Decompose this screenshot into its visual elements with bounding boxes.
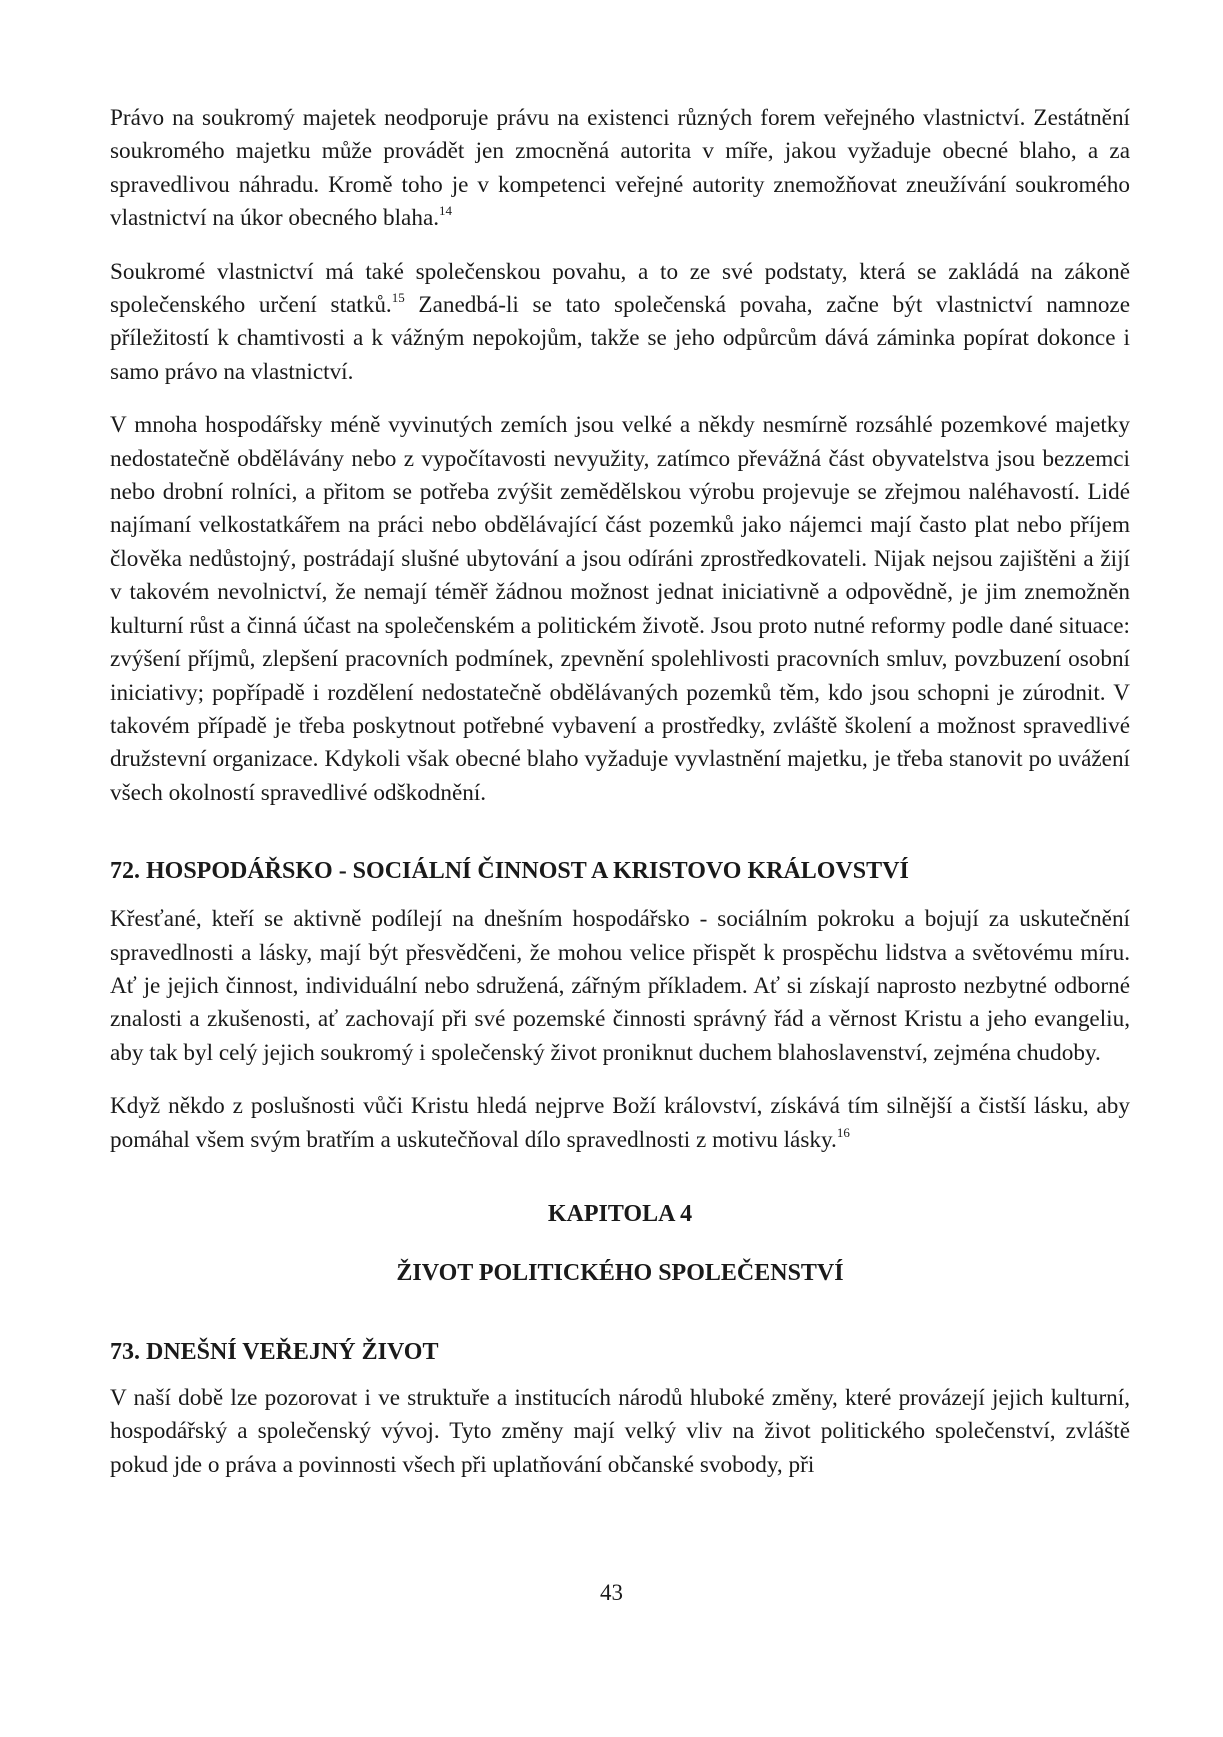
paragraph-private-property: Právo na soukromý majetek neodporuje právu na existenci různých forem veřejného vlastnictví. Zestátnění soukromého majetku může provádět jen zmocněná autorita v míře, jakou vyžaduje obecné blaho, a za spravedlivou náhradu. Kromě toho je v kompetenci veřejné autority znemožňovat zneužívání soukromého vlastnictví na úkor obecného blaha.$^{14}$	[110, 105, 1130, 232]
section-heading-72: 72. HOSPODÁŘSKO - SOCIÁLNÍ ČINNOST A KRISTOVO KRÁLOVSTVÍ	[110, 858, 909, 885]
paragraph-christians-activity: Křesťané, kteří se aktivně podílejí na dnešním hospodářsko - sociálním pokroku a bojují za uskutečnění spravedlnosti a lásky, mají být přesvědčeni, že mohou velice přispět k prospěchu lidstva a světovému míru. Ať je jejich činnost, individuální nebo sdružená, zářným příkladem. Ať si získají naprosto nezbytné odborné znalosti a zkušenosti, ať zachovají při své pozemské činnosti správný řád a věrnost Kristu a jeho evangeliu, aby tak byl celý jejich soukromý i společenský život proniknut duchem blahoslavenství, zejména chudoby.	[110, 906, 1130, 1066]
chapter-label: KAPITOLA 4	[547, 1200, 693, 1227]
section-heading-73: 73. DNEŠNÍ VEŘEJNÝ ŽIVOT	[110, 1338, 439, 1365]
paragraph-public-life: V naší době lze pozorovat i ve struktuře a institucích národů hluboké změny, které provázejí jejich kulturní, hospodářský a společenský vývoj. Tyto změny mají velký vliv na život politického společenství, zvláště pokud jde o práva a povinnosti všech při uplatňování občanské svobody, při	[110, 1384, 1130, 1478]
paragraph-kingdom-of-god: Když někdo z poslušnosti vůči Kristu hledá nejprve Boží království, získává tím silnější a čistší lásku, aby pomáhal všem svým bratřím a uskutečňoval dílo spravedlnosti z motivu lásky.$^{16}$	[110, 1093, 1130, 1153]
paragraph-land-reform: V mnoha hospodářsky méně vyvinutých zemích jsou velké a někdy nesmírně rozsáhlé pozemkové majetky nedostatečně obdělávány nebo z vypočítavosti nevyužity, zatímco převážná část obyvatelstva jsou bezzemci nebo drobní rolníci, a přitom se potřeba zvýšit zemědělskou výrobu projevuje se zřejmou naléhavostí. Lidé najímaní velkostatkářem na práci nebo obdělávající část pozemků jako nájemci mají často plat nebo příjem člověka nedůstojný, postrádají slušné ubytování a jsou odíráni zprostředkovateli. Nijak nejsou zajištěni a žijí v takovém nevolnictví, že nemají téměř žádnou možnost jednat iniciativně a odpovědně, je jim znemožněn kulturní růst a činná účast na společenském a politickém životě. Jsou proto nutné reformy podle dané situace: zvýšení příjmů, zlepšení pracovních podmínek, zpevnění spolehlivosti pracovních smluv, povzbuzení osobní iniciativy; popřípadě i rozdělení nedostatečně obdělávaných pozemků těm, kdo jsou schopni je zúrodnit. V takovém případě je třeba poskytnout potřebné vybavení a prostředky, zvláště školení a možnost spravedlivé družstevní organizace. Kdykoli však obecné blaho vyžaduje vyvlastnění majetku, je třeba stanovit po uvážení všech okolností spravedlivé odškodnění.	[110, 412, 1130, 806]
page-content	[110, 102, 1130, 1502]
footnote-ref[interactable]: 16	[836, 1124, 850, 1140]
page-number: 43	[600, 1580, 623, 1605]
footnote-ref[interactable]: 15	[391, 290, 405, 306]
chapter-title: ŽIVOT POLITICKÉHO SPOLEČENSTVÍ	[396, 1259, 844, 1286]
paragraph-social-nature: Soukromé vlastnictví má také společenskou povahu, a to ze své podstaty, která se zakládá na zákoně společenského určení statků.$^{15}$ Zanedbá-li se tato společenská povaha, začne být vlastnictví namnoze příležitostí k chamtivosti a k vážným nepokojům, takže se jeho odpůrcům dává záminka popírat dokonce i samo právo na vlastnictví.	[110, 258, 1130, 385]
footnote-ref[interactable]: 14	[439, 203, 453, 219]
